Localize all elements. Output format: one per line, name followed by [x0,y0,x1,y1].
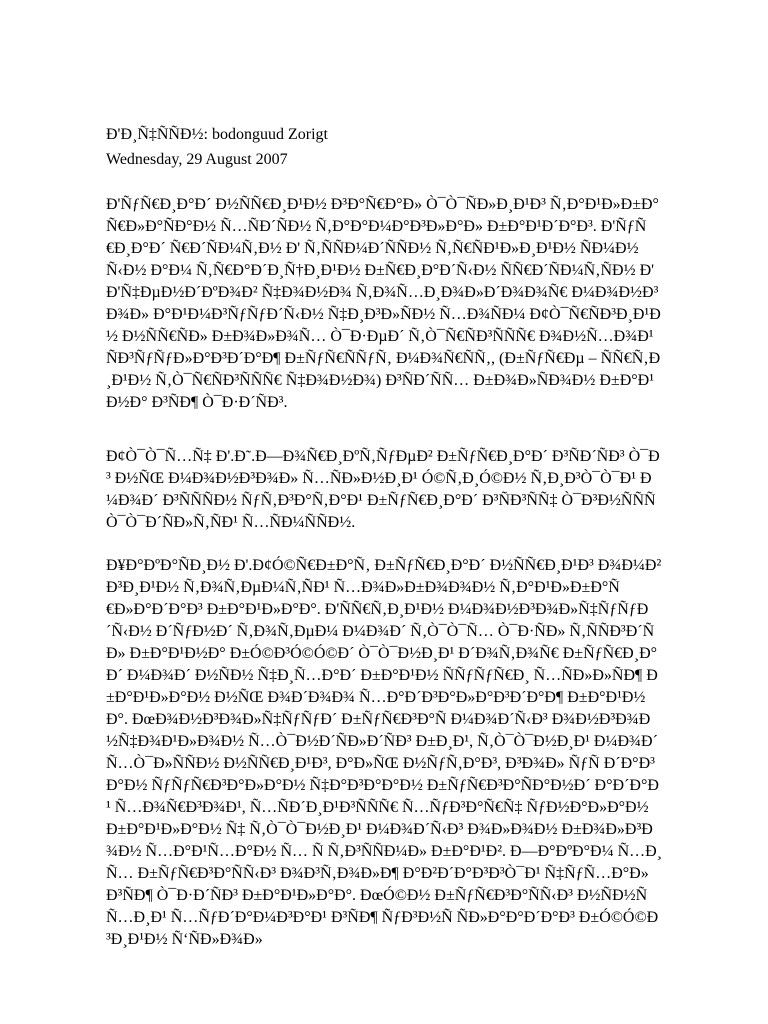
paragraph-1: Ð'ÑƒÑ€Ð¸Ð°Ð´ Ð½ÑÑ€Ð¸Ð¹Ð½ Ð³Ð°Ñ€Ð°Ð» Ò¯Ò¯ÑÐ»Ð¸Ð¹Ð³ Ñ‚Ð°Ð¹Ð»Ð±Ð°Ñ€Ð»Ð°ÑÐ°Ð½ Ñ…ÑÐ´ÑÐ½ Ñ‚Ð°Ð°Ð¼Ð°Ð³Ð»Ð°Ð» Ð±Ð°Ð¹Ð´Ð°Ð³. Ð'ÑƒÑ€Ð¸Ð°Ð´ Ñ€Ð´ÑÐ¼Ñ‚Ð½ Ð' Ñ‚ÑÑÐ¼Ð´ÑÑÐ½ Ñ‚Ñ€ÑÐ¹Ð»Ð¸Ð¹Ð½ ÑÐ¼Ð½Ñ‹Ð½ Ð°Ð¼ Ñ‚Ñ€Ð°Ð´Ð¸Ñ†Ð¸Ð¹Ð½ Ð±Ñ€Ð¸Ð°Ð´Ñ‹Ð½ ÑÑ€Ð´ÑÐ¼Ñ‚ÑÐ½ Ð' Ð'Ñ‡ÐµÐ½Ð´ÐºÐ¾Ð² Ñ‡Ð¾Ð½Ð¾ Ñ‚Ð¾Ñ…Ð¸Ð¾Ð»Ð´Ð¾Ð¾Ñ€ Ð¼Ð¾Ð½Ð³Ð¾Ð» Ð°Ð¹Ð¼Ð³ÑƒÑƒÐ´Ñ‹Ð½ Ñ‡Ð¸Ð³Ð»ÑÐ½ Ñ…Ð¾ÑÐ¼ Ð¢Ò¯Ñ€ÑÐ³Ð¸Ð¹Ð½ Ð½ÑÑ€ÑÐ» Ð±Ð¾Ð»Ð¾Ñ… Ò¯Ð·ÐµÐ´ Ñ‚Ò¯Ñ€ÑÐ³ÑÑÑ€ Ð¾Ð½Ñ…Ð¾Ð¹ ÑÐ³ÑƒÑƒÐ»Ð°Ð³Ð´Ð°Ð¶ Ð±ÑƒÑ€ÑÑƒÑ‚ Ð¼Ð¾Ñ€ÑÑ‚, (Ð±ÑƒÑ€Ðµ – ÑÑ€Ñ‚Ð¸Ð¹Ð½ Ñ‚Ò¯Ñ€ÑÐ³ÑÑÑ€ Ñ‡Ð¾Ð½Ð¾) Ð³ÑÐ´ÑÑ… Ð±Ð¾Ð»ÑÐ¾Ð½ Ð±Ð°Ð¹Ð½Ð° Ð³ÑÐ¶ Ò¯Ð·Ð´ÑÐ³. [106,196,661,411]
spacer [106,172,662,194]
paragraph-3: Ð¥Ð°ÐºÐ°ÑÐ¸Ð½ Ð'.Ð¢Ó©Ñ€Ð±Ð°Ñ‚ Ð±ÑƒÑ€Ð¸Ð°Ð´ Ð½ÑÑ€Ð¸Ð¹Ð³ Ð¾Ð¼Ð²Ð³Ð¸Ð¹Ð½ Ñ‚Ð¾Ñ‚ÐµÐ¼Ñ‚ÑÐ¹ Ñ…Ð¾Ð»Ð±Ð¾Ð¾Ð½ Ñ‚Ð°Ð¹Ð»Ð±Ð°Ñ€Ð»Ð°Ð´Ð°Ð³ Ð±Ð°Ð¹Ð»Ð°Ð°. Ð'ÑÑ€Ñ‚Ð¸Ð¹Ð½ Ð¼Ð¾Ð½Ð³Ð¾Ð»Ñ‡ÑƒÑƒÐ´Ñ‹Ð½ Ð´ÑƒÐ½Ð´ Ñ‚Ð¾Ñ‚ÐµÐ¼ Ð¼Ð¾Ð´ Ñ‚Ò¯Ò¯Ñ… Ò¯Ð·ÑÐ» Ñ‚ÑÑÐ³Ð´ÑÐ» Ð±Ð°Ð¹Ð½Ð° Ð±Ó©Ð³Ó©Ó©Ð´ Ò¯Ò¯Ð½Ð¸Ð¹ Ð´Ð¾Ñ‚Ð¾Ñ€ Ð±ÑƒÑ€Ð¸Ð°Ð´ Ð¼Ð¾Ð´ Ð½ÑÐ½ Ñ‡Ð¸Ñ…Ð°Ð´ Ð±Ð°Ð¹Ð½ ÑÑƒÑƒÑ€Ð¸ Ñ…ÑÐ»Ð»ÑÐ¶ Ð±Ð°Ð¹Ð»Ð°Ð½ Ð½ÑŒ Ð¾Ð´Ð¾Ð¾ Ñ…Ð°Ð´Ð³Ð°Ð»Ð°Ð³Ð´Ð°Ð¶ Ð±Ð°Ð¹Ð½Ð°. ÐœÐ¾Ð½Ð³Ð¾Ð»Ñ‡ÑƒÑƒÐ´ Ð±ÑƒÑ€Ð³Ð°Ñ Ð¼Ð¾Ð´Ñ‹Ð³ Ð¾Ð½Ð³Ð¾Ð½Ñ‡Ð¾Ð¹Ð»Ð¾Ð½ Ñ…Ò¯Ð½Ð´ÑÐ»Ð´ÑÐ³ Ð±Ð¸Ð¹, Ñ‚Ò¯Ò¯Ð½Ð¸Ð¹ Ð¼Ð¾Ð´ Ñ…Ò¯Ð»ÑÑÐ½ Ð½ÑÑ€Ð¸Ð¹Ð³, Ð°Ð»ÑŒ Ð½ÑƒÑ‚Ð°Ð³, Ð³Ð¾Ð» ÑƒÑ Ð´Ð°Ð³Ð°Ð½ ÑƒÑƒÑ€Ð³Ð°Ð»Ð°Ð½ Ñ‡Ð°Ð³Ð°Ð°Ð½ Ð±ÑƒÑ€Ð³Ð°ÑÐ°Ð½Ð´ Ð°Ð´Ð°Ð¹ Ñ…Ð¾Ñ€Ð³Ð¾Ð¹, Ñ…ÑÐ´Ð¸Ð¹Ð³ÑÑÑ€ Ñ…ÑƒÐ³Ð°Ñ€Ñ‡ ÑƒÐ½Ð°Ð»Ð°Ð½ Ð±Ð°Ð¹Ð»Ð°Ð½ Ñ‡ Ñ‚Ò¯Ò¯Ð½Ð¸Ð¹ Ð¼Ð¾Ð´Ñ‹Ð³ Ð¾Ð»Ð¾Ð½ Ð±Ð¾Ð»Ð³Ð¾Ð½ Ñ…Ð°Ð¹Ñ…Ð°Ð½ Ñ… Ñ Ñ‚Ð³ÑÑÐ¼Ð» Ð±Ð°Ð¹Ð². Ð—Ð°ÐºÐ°Ð¼ Ñ…Ð¸Ñ… Ð±ÑƒÑ€Ð³Ð°ÑÑ‹Ð³ Ð¾Ð³Ñ‚Ð¾Ð»Ð¶ Ð°Ð²Ð´Ð°Ð³Ð³Ò¯Ð¹ Ñ‡ÑƒÑ…Ð°Ð» Ð³ÑÐ¶ Ò¯Ð·Ð´ÑÐ³ Ð±Ð°Ð¹Ð»Ð°Ð°. ÐœÓ©Ð½ Ð±ÑƒÑ€Ð³Ð°ÑÑ‹Ð³ Ð½ÑÐ½ÑÑ…Ð¸Ð¹ Ñ…ÑƒÐ´Ð°Ð¼Ð³Ð°Ð¹ Ð³ÑÐ¶ ÑƒÐ³Ð½Ñ ÑÐ»Ð°Ð°Ð´Ð°Ð³ Ð±Ó©Ó©Ð³Ð¸Ð¹Ð½ Ñ‘ÑÐ»Ð¾Ð» [106,557,662,948]
paragraph-2: Ð¢Ò¯Ò¯Ñ…Ñ‡ Ð'.Ð˜.Ð—Ð¾Ñ€Ð¸ÐºÑ‚ÑƒÐµÐ² Ð±ÑƒÑ€Ð¸Ð°Ð´ Ð³ÑÐ´ÑÐ³ Ò¯Ð³ Ð½ÑŒ Ð¼Ð¾Ð½Ð³Ð¾Ð» Ñ…ÑÐ»Ð½Ð¸Ð¹ Ó©Ñ‚Ð¸Ó©Ð½ Ñ‚Ð¸Ð³Ò¯Ò¯Ð¹ Ð¼Ð¾Ð´ Ð³ÑÑÑÐ½ ÑƒÑ‚Ð³Ð°Ñ‚Ð°Ð¹ Ð±ÑƒÑ€Ð¸Ð°Ð´ Ð³ÑÐ³ÑÑ‡ Ò¯Ð³Ð½ÑÑÑ Ò¯Ò¯Ð´ÑÐ»Ñ‚ÑÐ¹ Ñ…ÑÐ¼ÑÑÐ½. [106,448,660,531]
document-page [106,122,662,951]
spacer [106,414,662,446]
spacer [106,534,662,555]
author-line: Ð'Ð¸Ñ‡ÑÑÐ½: bodonguud Zorigt [106,126,328,143]
date-line: Wednesday, 29 August 2007 [106,151,288,168]
